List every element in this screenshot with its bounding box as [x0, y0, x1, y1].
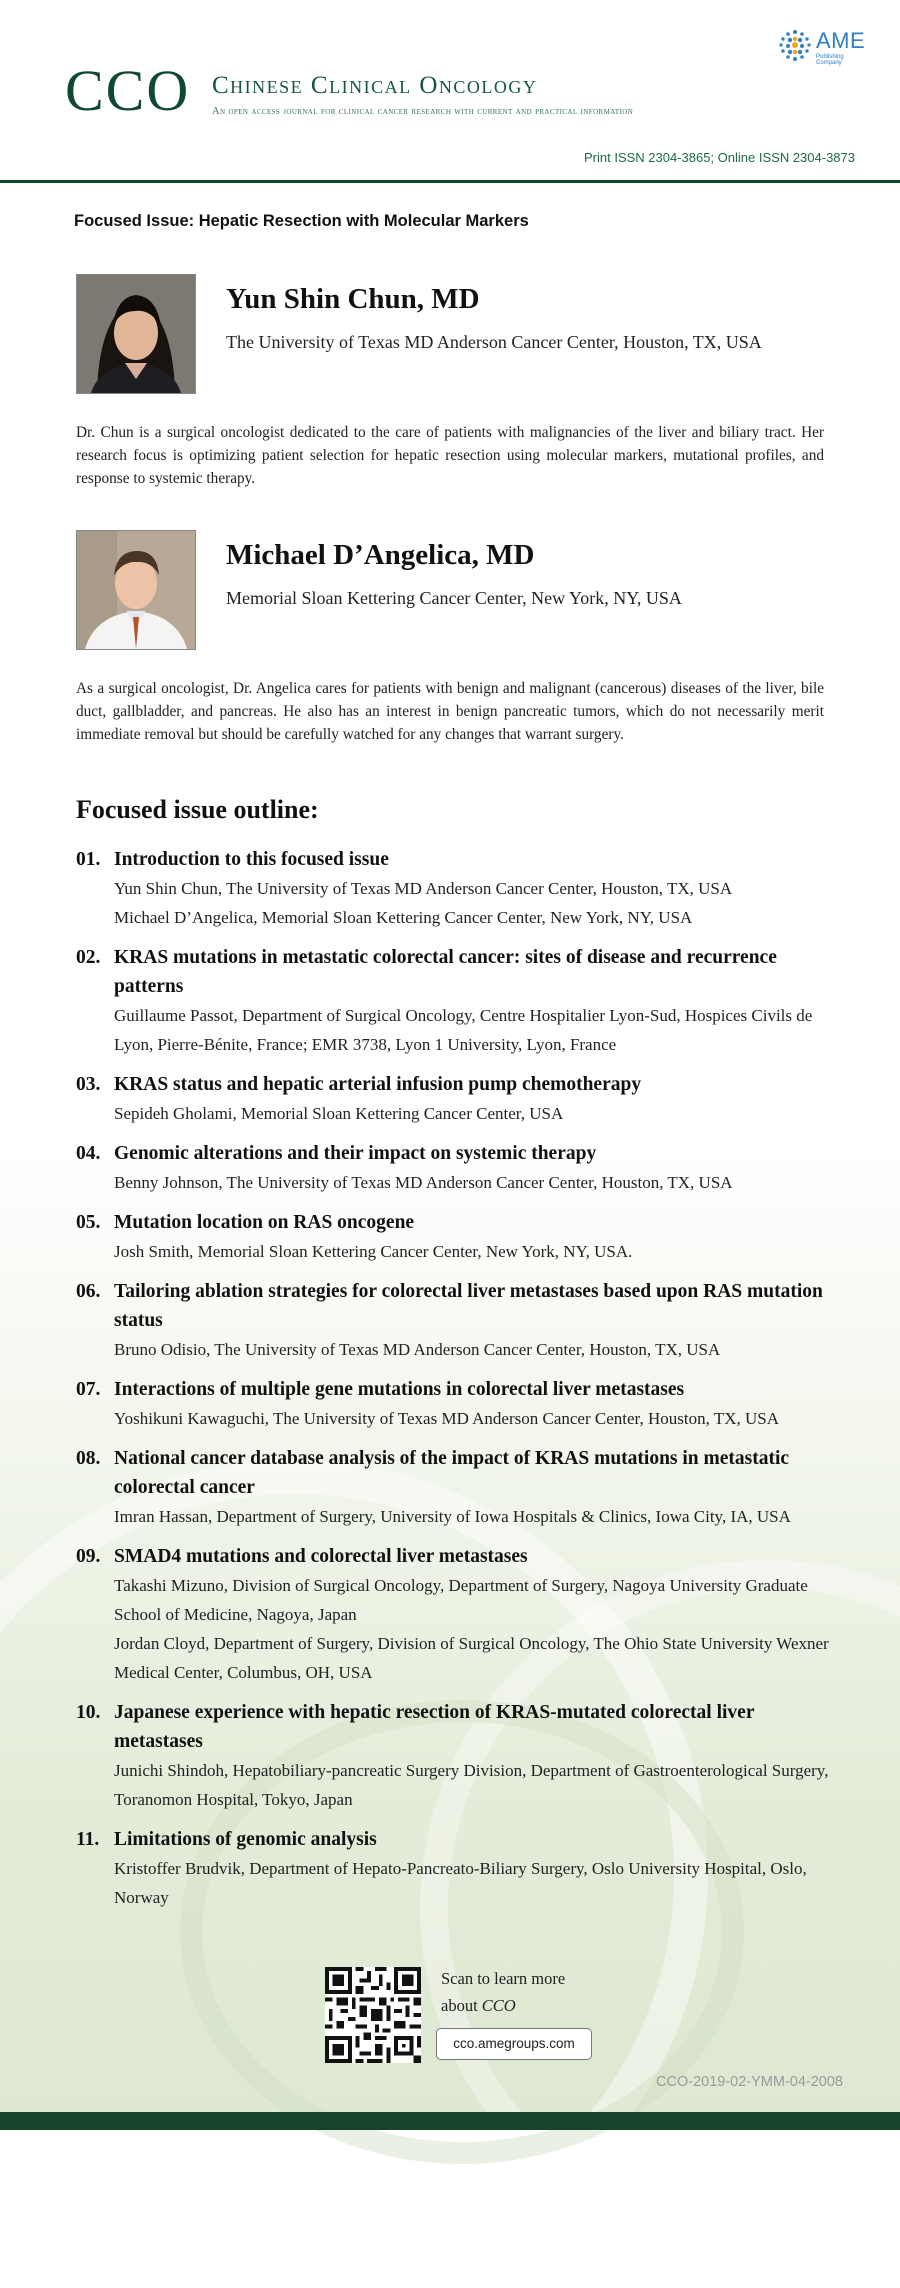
journal-tagline: An open access journal for clinical cancer research with current and practical information — [212, 106, 634, 117]
item-title[interactable]: Introduction to this focused issue — [114, 849, 389, 870]
item-author: Sepideh Gholami, Memorial Sloan Kettering Cancer Center, USA — [114, 1104, 564, 1123]
item-title[interactable]: Limitations of genomic analysis — [114, 1829, 377, 1850]
editor-photo-dangelica — [76, 530, 196, 650]
item-title[interactable]: Interactions of multiple gene mutations in colorectal liver metastases — [114, 1379, 685, 1400]
item-number: 04. — [76, 1143, 101, 1164]
item-author: Takashi Mizuno, Division of Surgical Oncology, Department of Surgery, Nagoya University Graduate School of Medicine, Nagoya, Japan — [114, 1576, 808, 1624]
editor-bio: As a surgical oncologist, Dr. Angelica cares for patients with benign and malignant (cancerous) diseases of the liver, bile duct, gallbladder, and pancreas. He also has an interest in benign pancreatic tumors, which do not necessarily merit immediate removal but should be carefully watched for any changes that warrant surgery. — [76, 680, 824, 743]
item-author: Yoshikuni Kawaguchi, The University of Texas MD Anderson Cancer Center, Houston, TX, USA — [114, 1409, 780, 1428]
item-number: 09. — [76, 1546, 101, 1567]
item-author: Imran Hassan, Department of Surgery, University of Iowa Hospitals & Clinics, Iowa City, IA, USA — [114, 1507, 791, 1526]
item-author: Guillaume Passot, Department of Surgical Oncology, Centre Hospitalier Lyon-Sud, Hospices Civils de Lyon, Pierre-Bénite, France; EMR 3738, Lyon 1 University, Lyon, France — [114, 1006, 813, 1054]
cco-logo[interactable]: CCO — [65, 58, 191, 123]
editor-affiliation: The University of Texas MD Anderson Cancer Center, Houston, TX, USA — [226, 332, 762, 352]
footer-bar — [0, 2112, 900, 2130]
journal-name: Chinese Clinical Oncology — [212, 72, 538, 99]
item-author: Michael D’Angelica, Memorial Sloan Kettering Cancer Center, New York, NY, USA — [114, 908, 693, 927]
editor-bio: Dr. Chun is a surgical oncologist dedicated to the care of patients with malignancies of the liver and biliary tract. Her research focus is optimizing patient selection for hepatic resection using molecular markers, mutational profiles, and response to systemic therapy. — [76, 424, 824, 487]
focused-issue-outline — [76, 845, 836, 1923]
item-author: Bruno Odisio, The University of Texas MD Anderson Cancer Center, Houston, TX, USA — [114, 1340, 721, 1359]
ame-logo-text: AME — [816, 28, 866, 53]
item-title[interactable]: SMAD4 mutations and colorectal liver metastases — [114, 1546, 528, 1567]
outline-item — [76, 1375, 836, 1433]
item-number: 03. — [76, 1074, 101, 1095]
outline-item — [76, 1208, 836, 1266]
outline-item — [76, 1277, 836, 1364]
scan-caption — [441, 1965, 565, 2019]
item-title[interactable]: Genomic alterations and their impact on systemic therapy — [114, 1143, 597, 1164]
item-title[interactable]: Mutation location on RAS oncogene — [114, 1212, 415, 1233]
issue-title: Focused Issue: Hepatic Resection with Molecular Markers — [74, 212, 529, 230]
header-divider — [0, 180, 900, 183]
journal-abbrev: CCO — [481, 1996, 516, 2015]
item-title[interactable]: Japanese experience with hepatic resection of KRAS-mutated colorectal liver metastases — [114, 1702, 755, 1752]
item-number: 05. — [76, 1212, 101, 1233]
outline-item — [76, 1542, 836, 1687]
outline-heading: Focused issue outline: — [76, 795, 319, 824]
item-author: Josh Smith, Memorial Sloan Kettering Cancer Center, New York, NY, USA. — [114, 1242, 633, 1261]
item-number: 08. — [76, 1448, 101, 1469]
item-author: Yun Shin Chun, The University of Texas MD Anderson Cancer Center, Houston, TX, USA — [114, 879, 733, 898]
item-title[interactable]: KRAS status and hepatic arterial infusion pump chemotherapy — [114, 1074, 642, 1095]
item-number: 10. — [76, 1702, 101, 1723]
scan-line: Scan to learn more — [441, 1969, 566, 1988]
item-title[interactable]: National cancer database analysis of the impact of KRAS mutations in metastatic colorectal cancer — [114, 1448, 790, 1498]
item-author: Junichi Shindoh, Hepatobiliary-pancreatic Surgery Division, Department of Gastroenterological Surgery, Toranomon Hospital, Tokyo, Japan — [114, 1761, 829, 1809]
editor-name: Michael D’Angelica, MD — [226, 539, 535, 571]
ame-publisher-logo[interactable] — [778, 26, 868, 66]
outline-item — [76, 943, 836, 1059]
item-number: 01. — [76, 849, 101, 870]
editor-photo-chun — [76, 274, 196, 394]
item-title[interactable]: Tailoring ablation strategies for colorectal liver metastases based upon RAS mutation status — [114, 1281, 823, 1331]
outline-item — [76, 1444, 836, 1531]
item-number: 07. — [76, 1379, 101, 1400]
outline-item — [76, 845, 836, 932]
qr-code[interactable] — [325, 1967, 421, 2063]
ame-logo-subtext: Publishing Company — [816, 54, 844, 66]
item-number: 02. — [76, 947, 101, 968]
outline-item — [76, 1825, 836, 1912]
item-author: Benny Johnson, The University of Texas MD Anderson Cancer Center, Houston, TX, USA — [114, 1173, 733, 1192]
editor-name: Yun Shin Chun, MD — [226, 283, 480, 315]
journal-url-link[interactable]: cco.amegroups.com — [436, 2028, 592, 2060]
document-code: CCO-2019-02-YMM-04-2008 — [656, 2074, 843, 2090]
item-number: 06. — [76, 1281, 101, 1302]
outline-item — [76, 1139, 836, 1197]
item-author: Kristoffer Brudvik, Department of Hepato-Pancreato-Biliary Surgery, Oslo University Hospital, Oslo, Norway — [114, 1859, 807, 1907]
ame-globe-icon — [778, 28, 812, 62]
outline-item — [76, 1698, 836, 1814]
scan-line: about CCO — [441, 1996, 516, 2015]
item-author: Jordan Cloyd, Department of Surgery, Division of Surgical Oncology, The Ohio State University Wexner Medical Center, Columbus, OH, USA — [114, 1634, 829, 1682]
item-number: 11. — [76, 1829, 100, 1850]
item-title[interactable]: KRAS mutations in metastatic colorectal cancer: sites of disease and recurrence patterns — [114, 947, 777, 997]
outline-item — [76, 1070, 836, 1128]
editor-affiliation: Memorial Sloan Kettering Cancer Center, New York, NY, USA — [226, 588, 682, 608]
issn-line: Print ISSN 2304-3865; Online ISSN 2304-3873 — [583, 150, 855, 165]
